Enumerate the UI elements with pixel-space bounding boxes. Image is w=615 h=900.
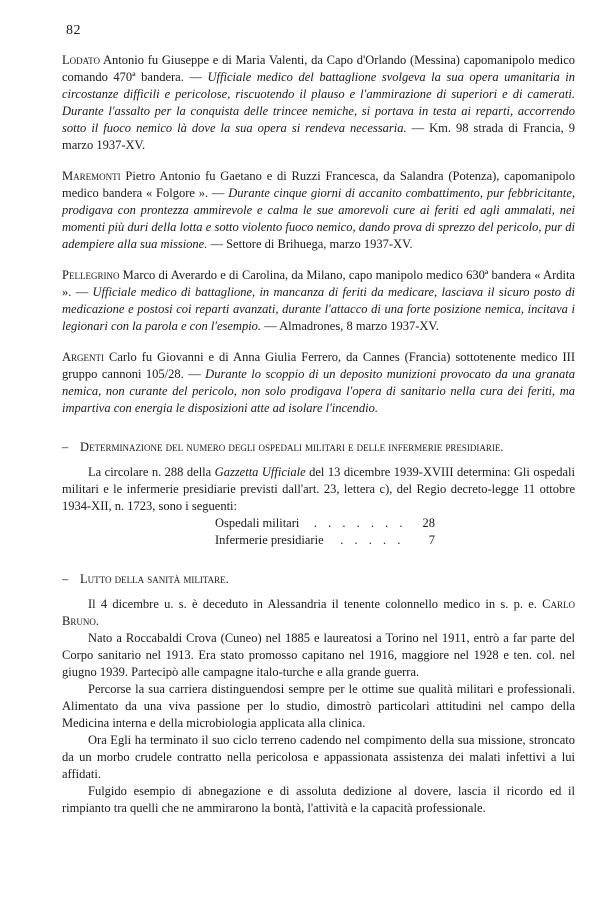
entry-motivation: Durante cinque giorni di accanito combattimento, pur febbricitante, prodigava con prontezza ammirevole e calma le sue amorevoli cure ai feriti ed agli ammalati, nei momenti più duri della lotta e sotto violento fuoco nemico, dando prova di sprezzo del pericolo, pur di adempiere alla sua missione. [62,186,576,251]
section-title: Determinazione del numero degli ospedali militari e delle infermerie presidiarie. [80,440,504,454]
entry-place-date: — Almadrones, 8 marzo 1937-XV. [261,319,439,333]
item-count: 28 [422,516,435,530]
entry-details: Carlo fu Giovanni e di Anna Giulia Ferrero, da Cannes (Francia) sottotenente medico III gruppo cannoni 105/28. — [62,350,575,381]
list-item [215,515,435,532]
citation-entry [62,52,575,154]
item-label: Ospedali militari [215,516,300,530]
section-heading-hospitals [62,439,575,456]
leader-dots: . . . . . . . [313,516,407,530]
obituary-paragraph: Nato a Roccabaldi Crova (Cuneo) nel 1885 e laureatosi a Torino nel 1911, entrò a far parte del Corpo sanitario nel 1913. Era stato promosso capitano nel 1916, maggiore nel 1928 e ten. col. nel giugno 1939. Partecipò alle campagne italo-turche e alla grande guerra. [62,631,575,679]
leader-dots: . . . . . [340,533,405,547]
page-body [62,52,575,817]
obituary-paragraph: Fulgido esempio di abnegazione e di assoluta dedizione al dovere, lascia il ricordo ed il rimpianto tra quelli che ne ammirarono la bontà, l'attività e la capacità professionale. [62,784,575,815]
entry-surname: Maremonti [62,169,121,183]
obituary-text: . [95,614,99,628]
page-number: 82 [66,23,81,38]
entry-place-date: — Km. 98 strada di Francia, 9 marzo 1937-XV. [62,121,575,152]
item-label: Infermerie presidiarie [215,533,324,547]
facility-count-list [215,515,575,549]
entry-motivation: Ufficiale medico di battaglione, in mancanza di feriti da medicare, lasciava il sicuro posto di medicazione e postosi coi reparti avanzati, durante l'attacco di una forte posizione nemica, incitava i legionari con la parola e con l'esempio. [62,285,576,333]
entry-place-date: — Settore di Brihuega, marzo 1937-XV. [207,237,413,251]
obituary-paragraph: Percorse la sua carriera distinguendosi sempre per le ottime sue qualità militari e professionali. Alimentato da una viva passione per lo studio, dimostrò particolari attitudini nel campo della Medicina interna e della microbiologia applicata alla clinica. [62,682,575,730]
entry-details: Antonio fu Giuseppe e di Maria Valenti, da Capo d'Orlando (Messina) capomanipolo medico comando 470ª bandera. — [62,53,575,84]
entry-details: Pietro Antonio fu Gaetano e di Ruzzi Francesca, da Salandra (Potenza), capomanipolo medico bandera « Folgore ». — [62,169,575,200]
circular-paragraph [62,464,575,515]
citation-entry [62,168,575,253]
citation-entry [62,267,575,335]
entry-details: Marco di Averardo e di Carolina, da Milano, capo manipolo medico 630ª bandera « Ardita ». — [62,268,575,299]
entry-motivation: Ufficiale medico del battaglione svolgeva la sua opera umanitaria in circostanze difficili e pericolose, riscuotendo il plauso e l'ammirazione di superiori e di camerati. Durante l'assalto per la conquista delle trincee nemiche, si portava in testa ai reparti, accorrendo sotto il fuoco nemico là dove la sua opera si rendeva necessaria. [62,70,576,135]
section-dash: – [62,572,69,586]
entry-motivation: Durante lo scoppio di un deposito munizioni provocato da una granata nemica, non curante del pericolo, non solo prodigava l'opera di sanitario nella cura dei feriti, ma impartiva con energia le disposizioni atte ad isolare l'incendio. [62,367,575,415]
entry-surname: Lodato [62,53,100,67]
item-count: 7 [428,533,435,547]
section-title: Lutto della sanità militare. [80,572,229,586]
section-heading-mourning [62,571,575,588]
obituary-paragraph: Ora Egli ha terminato il suo ciclo terreno cadendo nel compimento della sua missione, stroncato da un morbo crudele contratto nella pericolosa e appassionata assistenza dei malati infettivi a lui affidati. [62,733,575,781]
section-dash: – [62,440,69,454]
entry-surname: Pellegrino [62,268,120,282]
circular-text: La circolare n. 288 della [88,465,215,479]
circular-text: del 13 dicembre 1939-XVIII determina: Gli ospedali militari e le infermerie presidiarie previsti dall'art. 23, lettera c), del Regio decreto-legge 11 ottobre 1934-XII, n. 1723, sono i seguenti: [62,465,575,513]
deceased-name: Carlo Bruno [62,597,575,628]
gazette-title: Gazzetta Ufficiale [214,465,306,479]
obituary-text: Il 4 dicembre u. s. è deceduto in Alessandria il tenente colonnello medico in s. p. e. [88,597,543,611]
list-item [215,532,435,549]
citation-entry [62,349,575,417]
obituary-paragraph [62,596,575,630]
entry-surname: Argenti [62,350,105,364]
